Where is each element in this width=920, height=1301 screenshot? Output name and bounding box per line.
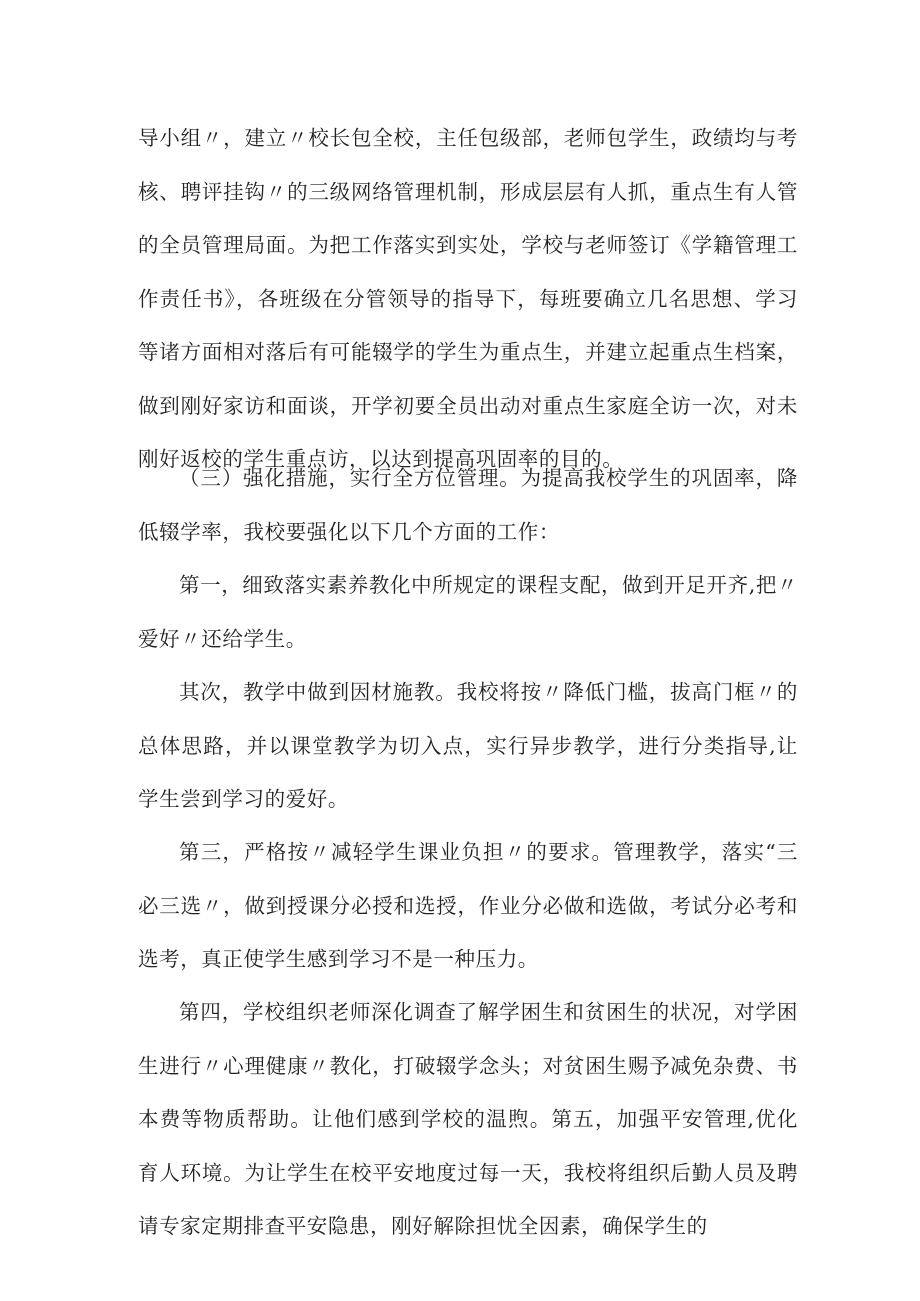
paragraph-fourth-fifth-measure: 第四，学校组织老师深化调查了解学困生和贫困生的状况，对学困生进行〃心理健康〃教化，打破辍学念头；对贫困生赐予减免杂费、书本费等物质帮助。让他们感到学校的温煦。第五，加强平安管理,优化育人环境。为让学生在校平安地度过每一天，我校将组织后勤人员及聘请专家定期排查平安隐患，刚好解除担忧全因素，确保学生的 xyxy=(138,1000,798,1238)
paragraph-first-measure: 第一，细致落实素养教化中所规定的课程支配，做到开足开齐,把〃爱好〃还给学生。 xyxy=(138,573,799,651)
paragraph-second-measure: 其次，教学中做到因材施教。我校将按〃降低门槛，拔高门框〃的总体思路，并以课堂教学为切入点，实行异步教学，进行分类指导,让学生尝到学习的爱好。 xyxy=(138,680,798,811)
paragraph-management-network: 导小组〃，建立〃校长包全校，主任包级部，老师包学生，政绩均与考核、聘评挂钩〃的三级网络管理机制，形成层层有人抓，重点生有人管的全员管理局面。为把工作落实到实处，学校与老师签订《学籍管理工作责任书》，各班级在分管领导的指导下，每班要确立几名思想、学习等诸方面相对落后有可能辍学的学生为重点生，并建立起重点生档案，做到刚好家访和面谈，开学初要全员出动对重点生家庭全访一次，对未刚好返校的学生重点访，以达到提高巩固率的目的。 xyxy=(138,126,798,471)
paragraph-third-measure: 第三，严格按〃减轻学生课业负担〃的要求。管理教学，落实“三必三选〃，做到授课分必授和选授，作业分必做和选做，考试分必考和选考，真正使学生感到学习不是一种压力。 xyxy=(138,840,798,971)
paragraph-section-three: （三）强化措施，实行全方位管理。为提高我校学生的巩固率，降低辍学率，我校要强化以下几个方面的工作： xyxy=(138,466,798,544)
